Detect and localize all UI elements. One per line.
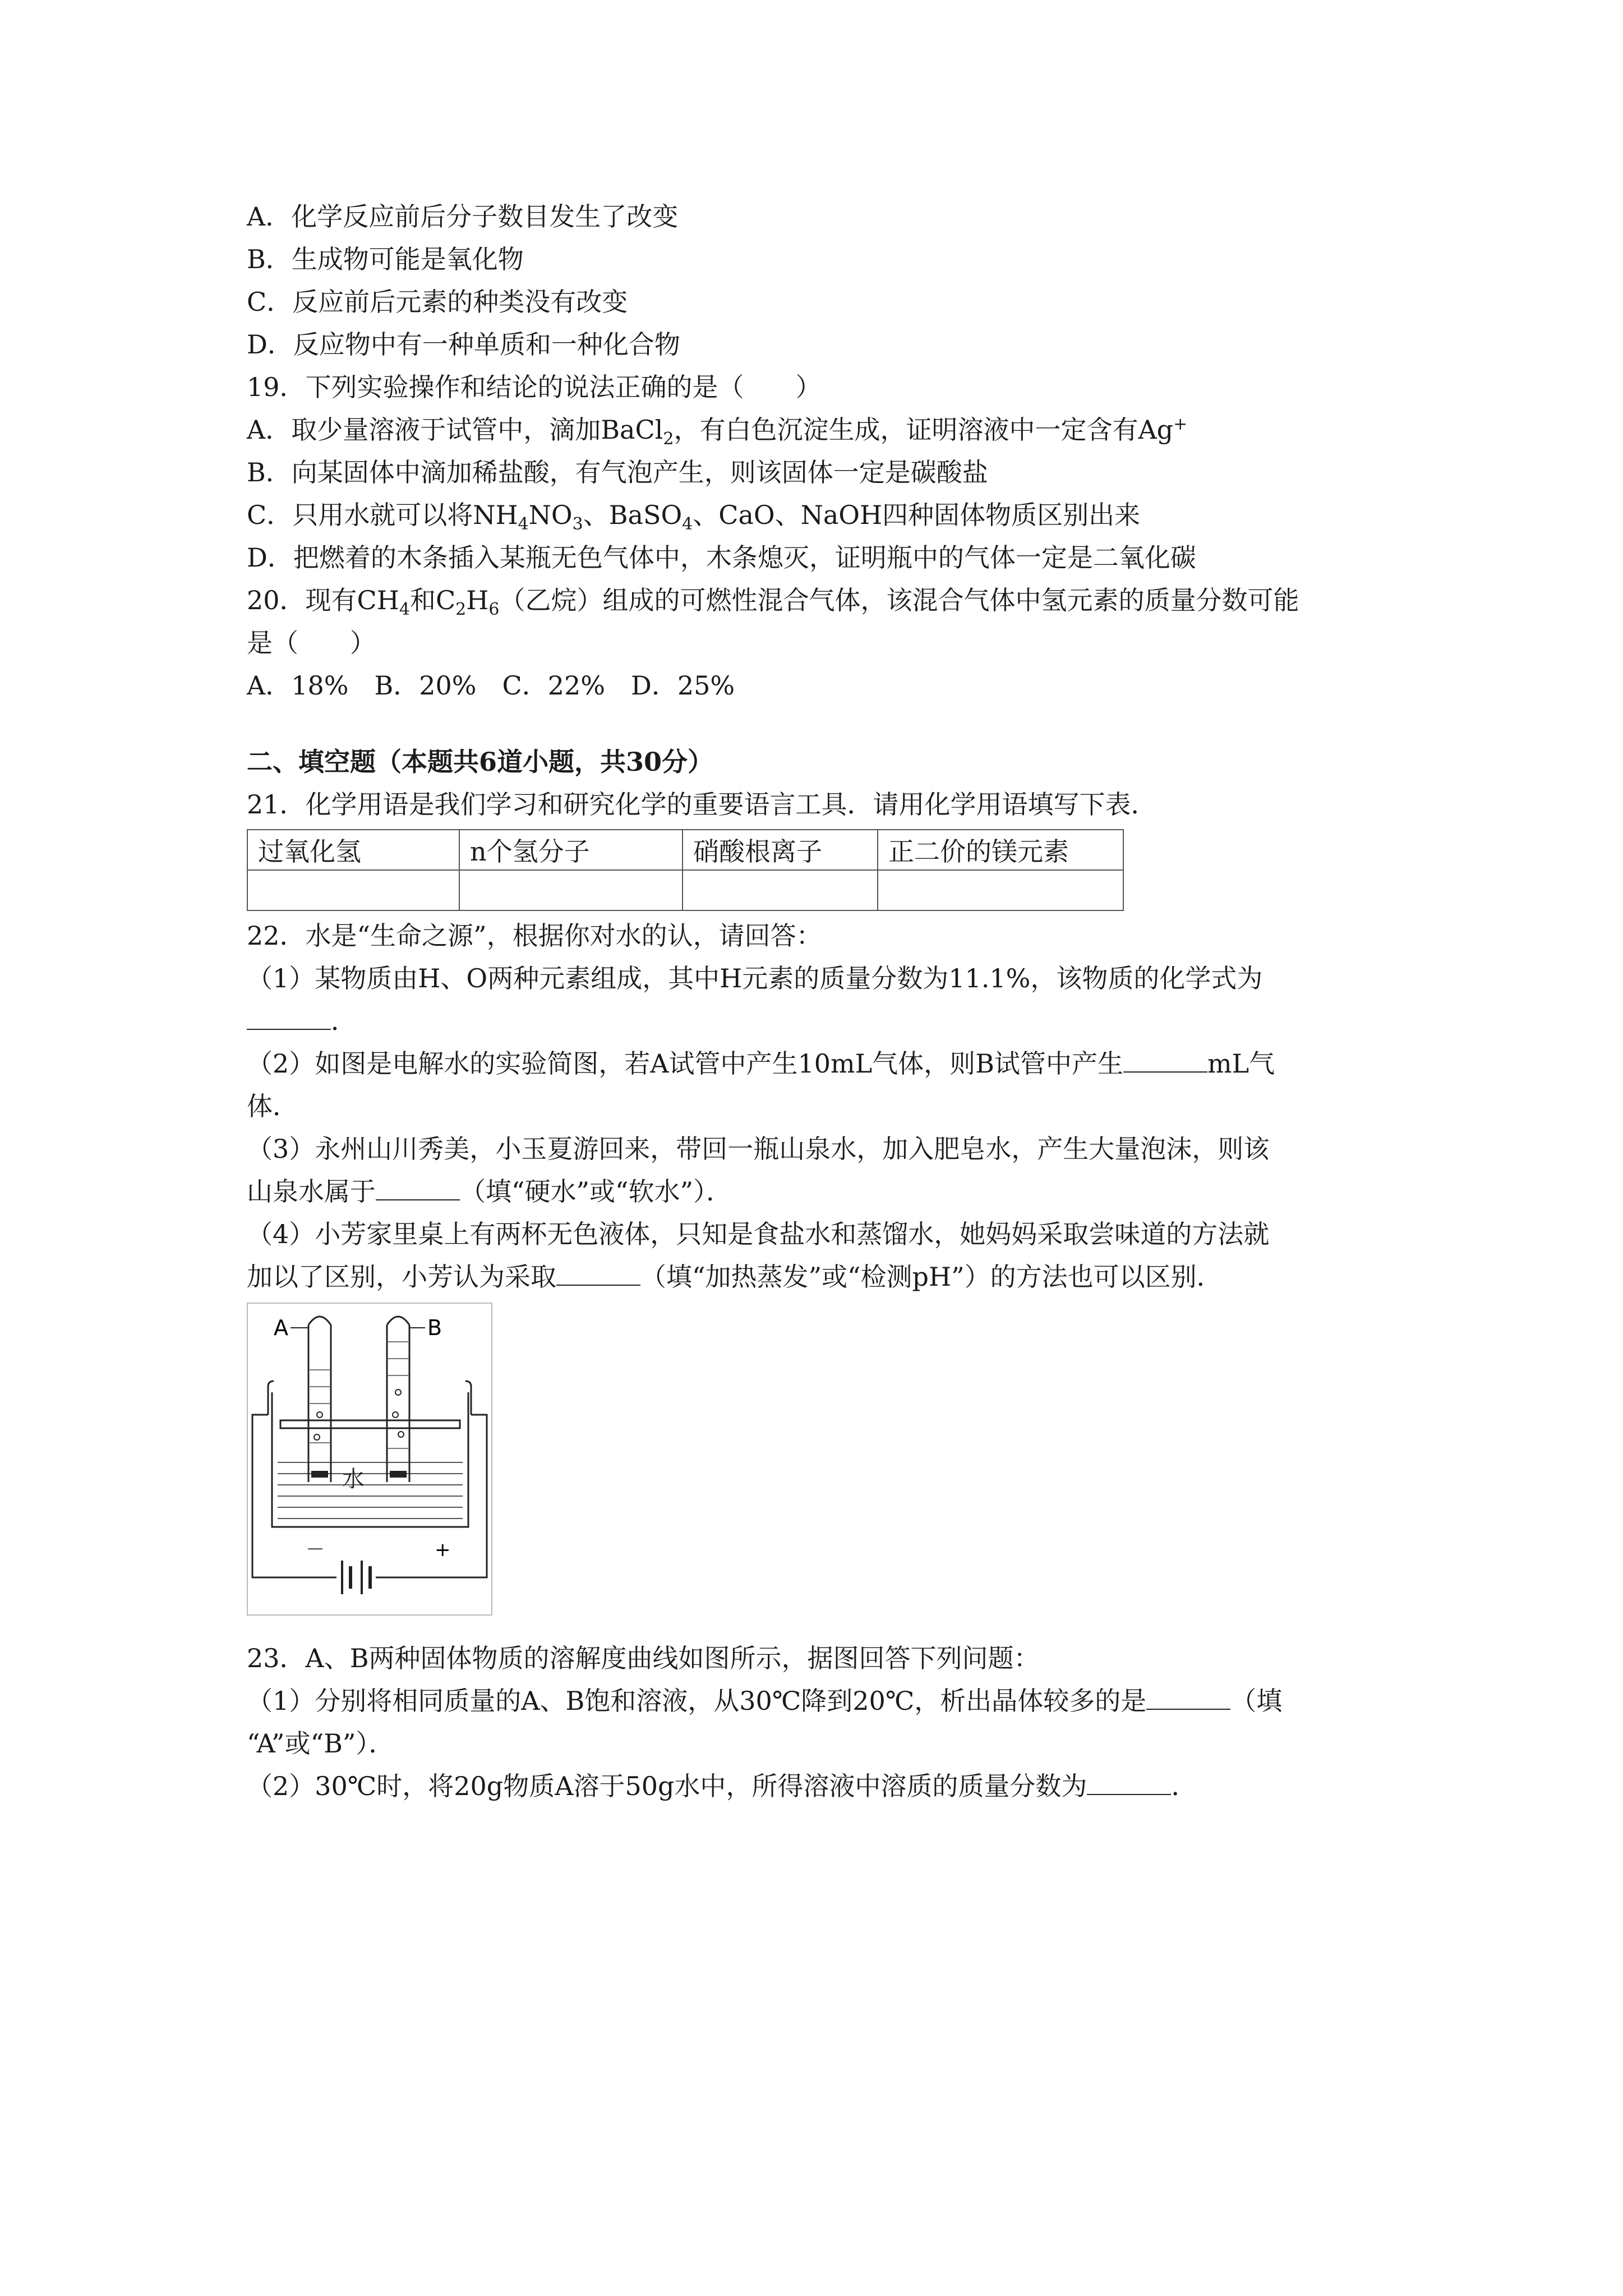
table-header-cell: 过氧化氢 <box>247 830 459 870</box>
q19-option-d: D．把燃着的木条插入某瓶无色气体中，木条熄灭，证明瓶中的气体一定是二氧化碳 <box>247 542 1196 573</box>
table-row <box>247 830 1123 870</box>
minus-label: － <box>306 1539 325 1561</box>
q23-part1-line2: “A”或“B”）． <box>247 1728 395 1759</box>
tube-a-label: A <box>274 1315 288 1340</box>
q19-c-sub-2: 3 <box>572 514 583 535</box>
tube-b-label: B <box>427 1315 442 1340</box>
table-header-cell: 硝酸根离子 <box>683 830 878 870</box>
document-page <box>247 195 1402 1807</box>
q20-sub-3: 6 <box>488 600 500 620</box>
q23-part1-text: （1）分别将相同质量的A、B饱和溶液，从30℃降到20℃，析出晶体较多的是 <box>247 1686 1147 1716</box>
q19-a-superscript: + <box>1173 414 1188 434</box>
electrode-b <box>390 1471 407 1478</box>
q19-stem: 19．下列实验操作和结论的说法正确的是（ ） <box>247 372 822 402</box>
q22-part3-line2 <box>247 1170 1402 1213</box>
q22-part4-line1: （4）小芳家里桌上有两杯无色液体，只知是食盐水和蒸馏水，她妈妈采取尝味道的方法就 <box>247 1219 1270 1249</box>
water-label: 水 <box>342 1466 365 1492</box>
q21-stem: 21．化学用语是我们学习和研究化学的重要语言工具．请用化学用语填写下表． <box>247 789 1157 820</box>
q21-answer-table <box>247 829 1124 911</box>
q22-part1-line1: （1）某物质由H、O两种元素组成，其中H元素的质量分数为11.1%，该物质的化学式为 <box>247 963 1263 993</box>
q23-stem: 23．A、B两种固体物质的溶解度曲线如图所示，据图回答下列问题： <box>247 1643 1040 1673</box>
q23-part2-text-2: ． <box>1171 1771 1197 1801</box>
tube-support <box>280 1420 460 1428</box>
gas-bubble <box>314 1434 320 1440</box>
q20-stem-line2: 是（ ） <box>247 628 376 658</box>
electrolysis-diagram <box>247 1303 494 1617</box>
answer-cell[interactable] <box>878 870 1123 910</box>
answer-cell[interactable] <box>247 870 459 910</box>
q22-stem: 22．水是“生命之源”，根据你对水的认，请回答： <box>247 921 822 951</box>
q22-part2-text-2: mL气 <box>1207 1048 1275 1079</box>
q23-part1-text-2: （填 <box>1230 1686 1283 1716</box>
table-header-cell: n个氢分子 <box>459 830 683 870</box>
q22-part4-text-2: （填“加热蒸发”或“检测pH”）的方法也可以区别． <box>640 1262 1223 1292</box>
q18-option-c: C．反应前后元素的种类没有改变 <box>247 287 628 317</box>
q22-part2-text: （2）如图是电解水的实验简图，若A试管中产生10mL气体，则B试管中产生 <box>247 1048 1123 1079</box>
q22-part4-text: 加以了区别，小芳认为采取 <box>247 1262 556 1292</box>
q19-c-sub-3: 4 <box>682 514 693 535</box>
q19-c-sub-1: 4 <box>518 514 529 535</box>
answer-blank[interactable] <box>247 1006 331 1030</box>
gas-bubble <box>398 1432 404 1437</box>
answer-cell[interactable] <box>683 870 878 910</box>
water-lines <box>278 1462 463 1519</box>
q20-text-2: 和C <box>409 585 456 615</box>
q20-sub-2: 2 <box>455 600 467 620</box>
electrolysis-diagram-svg <box>247 1303 494 1617</box>
q19-option-b: B．向某固体中滴加稀盐酸，有气泡产生，则该固体一定是碳酸盐 <box>247 457 988 487</box>
q22-part1-end: ． <box>331 1006 357 1036</box>
q23-part1-line1 <box>247 1680 1402 1722</box>
q23-part2-text: （2）30℃时，将20g物质A溶于50g水中，所得溶液中溶质的质量分数为 <box>247 1771 1087 1801</box>
q19-a-subscript: 2 <box>663 429 674 449</box>
q19-c-text-3: 、BaSO <box>583 500 683 530</box>
gas-bubble <box>395 1389 401 1395</box>
q22-part3-text-2: （填“硬水”或“软水”）． <box>460 1176 732 1207</box>
answer-blank[interactable] <box>556 1262 640 1286</box>
answer-blank[interactable] <box>1087 1772 1171 1795</box>
q19-a-text: A．取少量溶液于试管中，滴加BaCl <box>247 415 663 445</box>
answer-cell[interactable] <box>459 870 683 910</box>
gas-bubble <box>393 1412 398 1418</box>
q20-text: 20．现有CH <box>247 585 399 615</box>
q19-option-c <box>247 494 1402 536</box>
q19-a-text-2: ，有白色沉淀生成，证明溶液中一定含有Ag <box>674 415 1174 445</box>
q20-text-4: （乙烷）组成的可燃性混合气体，该混合气体中氢元素的质量分数可能 <box>499 585 1299 615</box>
electrode-a <box>311 1471 328 1478</box>
q22-part3-line1: （3）永州山川秀美，小玉夏游回来，带回一瓶山泉水，加入肥皂水，产生大量泡沫，则该 <box>247 1134 1270 1164</box>
q22-part4-line2 <box>247 1255 1402 1298</box>
q22-part3-text: 山泉水属于 <box>247 1176 376 1207</box>
q22-part2-line2: 体． <box>247 1091 298 1121</box>
q18-option-a: A．化学反应前后分子数目发生了改变 <box>247 201 679 232</box>
q19-c-text: C．只用水就可以将NH <box>247 500 518 530</box>
q22-part2-line1 <box>247 1042 1402 1085</box>
q20-text-3: H <box>466 585 489 615</box>
tube-a <box>308 1317 331 1482</box>
q20-sub-1: 4 <box>399 600 410 620</box>
gas-bubble <box>317 1412 322 1418</box>
q19-c-text-2: NO <box>528 500 573 530</box>
q22-part1-line2 <box>247 1000 1402 1042</box>
table-header-cell: 正二价的镁元素 <box>878 830 1123 870</box>
q19-c-text-4: 、CaO、NaOH四种固体物质区别出来 <box>693 500 1141 530</box>
q23-part2-line1 <box>247 1765 1402 1807</box>
answer-blank[interactable] <box>376 1177 460 1200</box>
q18-option-b: B．生成物可能是氧化物 <box>247 244 524 274</box>
answer-blank[interactable] <box>1123 1049 1207 1073</box>
q20-stem <box>247 579 1402 622</box>
answer-blank[interactable] <box>1146 1686 1230 1710</box>
q20-options: A．18% B．20% C．22% D．25% <box>247 670 735 701</box>
section-heading: 二、填空题（本题共6道小题，共30分） <box>247 747 714 777</box>
plus-label: + <box>435 1539 451 1561</box>
q19-option-a <box>247 408 1402 451</box>
tube-a-liquid <box>310 1370 330 1443</box>
table-row <box>247 870 1123 910</box>
q18-option-d: D．反应物中有一种单质和一种化合物 <box>247 329 680 360</box>
